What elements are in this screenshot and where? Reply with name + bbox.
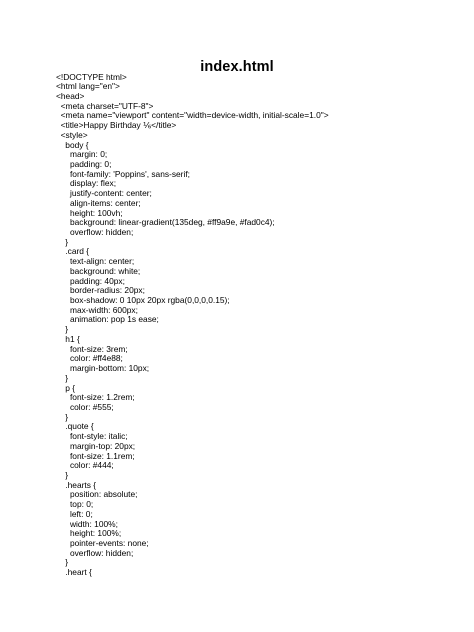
code-line: font-family: 'Poppins', sans-serif; xyxy=(56,168,190,179)
code-line: font-size: 1.1rem; xyxy=(56,450,135,461)
document-title: index.html xyxy=(200,59,274,75)
code-line: .quote { xyxy=(56,421,94,432)
code-line: border-radius: 20px; xyxy=(56,285,145,296)
code-line: <meta charset="UTF-8"> xyxy=(56,100,154,111)
code-line: .card { xyxy=(56,246,90,257)
code-line: align-items: center; xyxy=(56,197,141,208)
code-line: animation: pop 1s ease; xyxy=(56,314,159,325)
code-line: margin: 0; xyxy=(56,149,108,160)
code-line: left: 0; xyxy=(56,508,93,519)
code-line: .hearts { xyxy=(56,479,97,490)
code-line: .heart { xyxy=(56,567,92,578)
code-line: background: linear-gradient(135deg, #ff9a9e, #fad0c4); xyxy=(56,217,275,228)
code-line: <title>Happy Birthday ⅙</title> xyxy=(56,120,177,131)
code-line: <html lang="en"> xyxy=(56,81,120,92)
code-line: overflow: hidden; xyxy=(56,227,134,237)
code-line: box-shadow: 0 10px 20px rgba(0,0,0,0.15); xyxy=(56,295,230,306)
code-line: body { xyxy=(56,139,89,150)
code-line: color: #ff4e88; xyxy=(56,353,123,364)
code-line: margin-top: 20px; xyxy=(56,440,136,451)
code-line: padding: 0; xyxy=(56,158,112,169)
code-line: margin-bottom: 10px; xyxy=(56,363,150,374)
code-line: font-style: italic; xyxy=(56,431,128,442)
code-line: <head> xyxy=(56,90,85,101)
code-line: width: 100%; xyxy=(56,518,118,529)
code-line: <meta name="viewport" content="width=device-width, initial-scale=1.0"> xyxy=(56,110,329,121)
code-line: font-size: 1.2rem; xyxy=(56,392,135,403)
code-line: } xyxy=(56,372,69,383)
code-line: } xyxy=(56,557,69,568)
code-line: height: 100%; xyxy=(56,528,122,539)
code-line: <style> xyxy=(56,129,88,140)
code-listing xyxy=(56,73,456,578)
code-line: <!DOCTYPE html> xyxy=(56,71,127,82)
code-line: font-size: 3rem; xyxy=(56,343,128,354)
code-line: color: #444; xyxy=(56,460,114,471)
code-line: p { xyxy=(56,382,76,393)
code-line: color: #555; xyxy=(56,401,114,412)
code-line: text-align: center; xyxy=(56,256,135,267)
code-line: } xyxy=(56,236,69,247)
code-line: height: 100vh; xyxy=(56,207,123,218)
code-line: justify-content: center; xyxy=(56,188,152,199)
code-line: } xyxy=(56,469,69,480)
code-line: display: flex; xyxy=(56,178,117,189)
code-line: overflow: hidden; xyxy=(56,547,134,558)
code-line: max-width: 600px; xyxy=(56,304,138,315)
code-line: pointer-events: none; xyxy=(56,538,149,548)
code-line: background: white; xyxy=(56,265,141,276)
code-line: } xyxy=(56,324,69,335)
code-line: } xyxy=(56,411,69,422)
code-line: h1 { xyxy=(56,333,80,344)
code-line: padding: 40px; xyxy=(56,275,125,286)
code-line: top: 0; xyxy=(56,499,94,510)
code-line: position: absolute; xyxy=(56,489,138,500)
